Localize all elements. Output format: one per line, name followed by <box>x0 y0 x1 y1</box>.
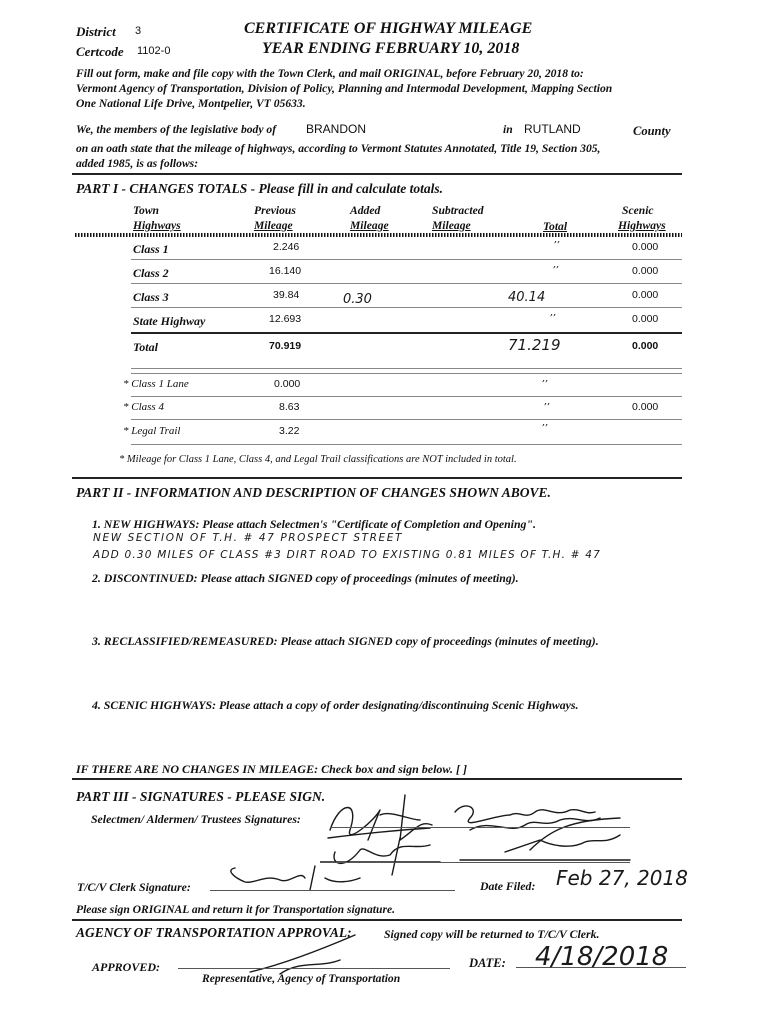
new-highways-item: 1. NEW HIGHWAYS: Please attach Selectmen's "Certificate of Completion and Opening". <box>92 517 536 531</box>
new-highways-handwritten-2: ADD 0.30 MILES OF CLASS #3 DIRT ROAD TO EXISTING 0.81 MILES OF T.H. # 47 <box>93 549 601 561</box>
row-total: 40.14 <box>508 290 546 305</box>
header-scenic: Scenic <box>622 204 654 217</box>
sign-original-note: Please sign ORIGINAL and return it for Transportation signature. <box>76 903 395 916</box>
header-previous-mileage: Mileage <box>254 219 293 232</box>
approved-label: APPROVED: <box>92 960 161 974</box>
representative-label: Representative, Agency of Transportation <box>202 972 401 985</box>
total-previous: 70.919 <box>269 340 302 352</box>
agency-date-label: DATE: <box>469 956 506 970</box>
row-divider <box>131 368 682 369</box>
header-added-mileage: Mileage <box>350 219 389 232</box>
agency-date-value: 4/18/2018 <box>535 942 669 972</box>
district-label: District <box>76 24 116 39</box>
instructions-line-1: Fill out form, make and file copy with the Town Clerk, and mail ORIGINAL, before February 20, 2018 to: <box>76 67 584 80</box>
header-total: Total <box>543 220 568 233</box>
row-previous: 39.84 <box>273 289 300 301</box>
row-total: ’’ <box>552 265 559 276</box>
row-divider <box>131 259 682 260</box>
total-total: 71.219 <box>508 336 561 354</box>
row-previous: 0.000 <box>274 378 301 390</box>
instructions-line-3: One National Life Drive, Montpelier, VT 05633. <box>76 97 306 110</box>
row-scenic: 0.000 <box>632 241 659 253</box>
row-divider <box>131 419 682 420</box>
certificate-title: CERTIFICATE OF HIGHWAY MILEAGE <box>244 20 533 37</box>
row-label: * Legal Trail <box>123 425 181 437</box>
county-label: County <box>633 124 671 138</box>
header-previous: Previous <box>254 204 296 217</box>
header-added: Added <box>350 204 381 217</box>
clerk-signature-label: T/C/V Clerk Signature: <box>77 880 191 894</box>
district-value: 3 <box>135 25 142 37</box>
row-total: ’’ <box>541 423 548 434</box>
certcode-value: 1102-0 <box>137 45 171 57</box>
instructions-line-2: Vermont Agency of Transportation, Division of Policy, Planning and Intermodal Development, Mapping Section <box>76 82 613 95</box>
oath-in-label: in <box>503 123 513 136</box>
row-label: * Class 1 Lane <box>123 378 189 390</box>
row-label: State Highway <box>133 314 206 328</box>
approved-signature-line <box>178 968 450 969</box>
total-label: Total <box>133 340 158 354</box>
row-total: ’’ <box>553 240 560 251</box>
header-town: Town <box>133 204 159 217</box>
row-previous: 12.693 <box>269 313 302 325</box>
row-label-text: Class 4 <box>131 401 164 413</box>
part2-title: PART II - INFORMATION AND DESCRIPTION OF CHANGES SHOWN ABOVE. <box>76 485 551 500</box>
row-scenic: 0.000 <box>632 401 659 413</box>
row-label: Class 2 <box>133 266 169 280</box>
agency-returned-note: Signed copy will be returned to T/C/V Clerk. <box>384 927 600 941</box>
row-previous: 3.22 <box>279 425 300 437</box>
part1-title: PART I - CHANGES TOTALS - Please fill in and calculate totals. <box>76 181 444 196</box>
town-name: BRANDON <box>306 122 367 136</box>
row-divider <box>131 373 682 374</box>
year-ending-title: YEAR ENDING FEBRUARY 10, 2018 <box>262 40 520 57</box>
agency-approval-title: AGENCY OF TRANSPORTATION APPROVAL: <box>76 925 352 940</box>
row-label-text: Class 1 Lane <box>131 378 189 390</box>
row-added: 0.30 <box>343 292 372 307</box>
table-footnote: * Mileage for Class 1 Lane, Class 4, and Legal Trail classifications are NOT included in total. <box>119 454 517 465</box>
no-change-checkbox[interactable] <box>484 762 498 776</box>
scenic-highways-item: 4. SCENIC HIGHWAYS: Please attach a copy of order designating/discontinuing Scenic Highways. <box>92 698 579 712</box>
row-scenic: 0.000 <box>632 265 659 277</box>
county-name: RUTLAND <box>524 122 581 136</box>
part2-top-rule <box>72 477 682 479</box>
row-divider <box>131 444 682 445</box>
row-label: * Class 4 <box>123 401 164 413</box>
row-label: Class 1 <box>133 242 169 256</box>
date-filed-label: Date Filed: <box>480 879 536 893</box>
selectmen-signatures-label: Selectmen/ Aldermen/ Trustees Signatures: <box>91 812 301 826</box>
row-label: Class 3 <box>133 290 169 304</box>
row-previous: 2.246 <box>273 241 300 253</box>
clerk-signature <box>225 858 385 894</box>
total-top-rule <box>131 332 682 334</box>
row-divider <box>131 283 682 284</box>
header-subtracted: Subtracted <box>432 204 484 217</box>
row-divider <box>131 307 682 308</box>
header-dotted-rule <box>75 233 682 237</box>
total-scenic: 0.000 <box>632 340 659 352</box>
row-scenic: 0.000 <box>632 313 659 325</box>
row-previous: 8.63 <box>279 401 300 413</box>
new-highways-handwritten-1: NEW SECTION OF T.H. # 47 PROSPECT STREET <box>93 532 404 544</box>
discontinued-item: 2. DISCONTINUED: Please attach SIGNED copy of proceedings (minutes of meeting). <box>92 571 519 585</box>
certcode-label: Certcode <box>76 44 124 59</box>
part3-title: PART III - SIGNATURES - PLEASE SIGN. <box>76 789 326 804</box>
oath-we-label: We, the members of the legislative body of <box>76 123 277 136</box>
date-filed-value: Feb 27, 2018 <box>556 866 688 890</box>
part3-top-rule <box>72 778 682 780</box>
no-change-statement: IF THERE ARE NO CHANGES IN MILEAGE: Check box and sign below. [ ] <box>76 762 467 776</box>
row-scenic: 0.000 <box>632 289 659 301</box>
row-previous: 16.140 <box>269 265 302 277</box>
row-divider <box>131 396 682 397</box>
header-subtracted-mileage: Mileage <box>432 219 471 232</box>
clerk-signature-line <box>210 890 455 891</box>
part1-top-rule <box>72 173 682 175</box>
selectmen-signature-line <box>330 827 630 828</box>
agency-top-rule <box>72 919 682 921</box>
oath-line-3: added 1985, is as follows: <box>76 157 199 170</box>
header-highways: Highways <box>133 219 181 232</box>
row-total: ’’ <box>549 313 556 324</box>
row-label-text: Legal Trail <box>131 425 181 437</box>
header-scenic-highways: Highways <box>618 219 666 232</box>
row-total: ’’ <box>541 379 548 390</box>
reclassified-item: 3. RECLASSIFIED/REMEASURED: Please attach SIGNED copy of proceedings (minutes of meeting). <box>92 634 599 648</box>
row-total: ’’ <box>543 402 550 413</box>
oath-line-2: on an oath state that the mileage of highways, according to Vermont Statutes Annotated, Title 19, Section 305, <box>76 142 601 155</box>
